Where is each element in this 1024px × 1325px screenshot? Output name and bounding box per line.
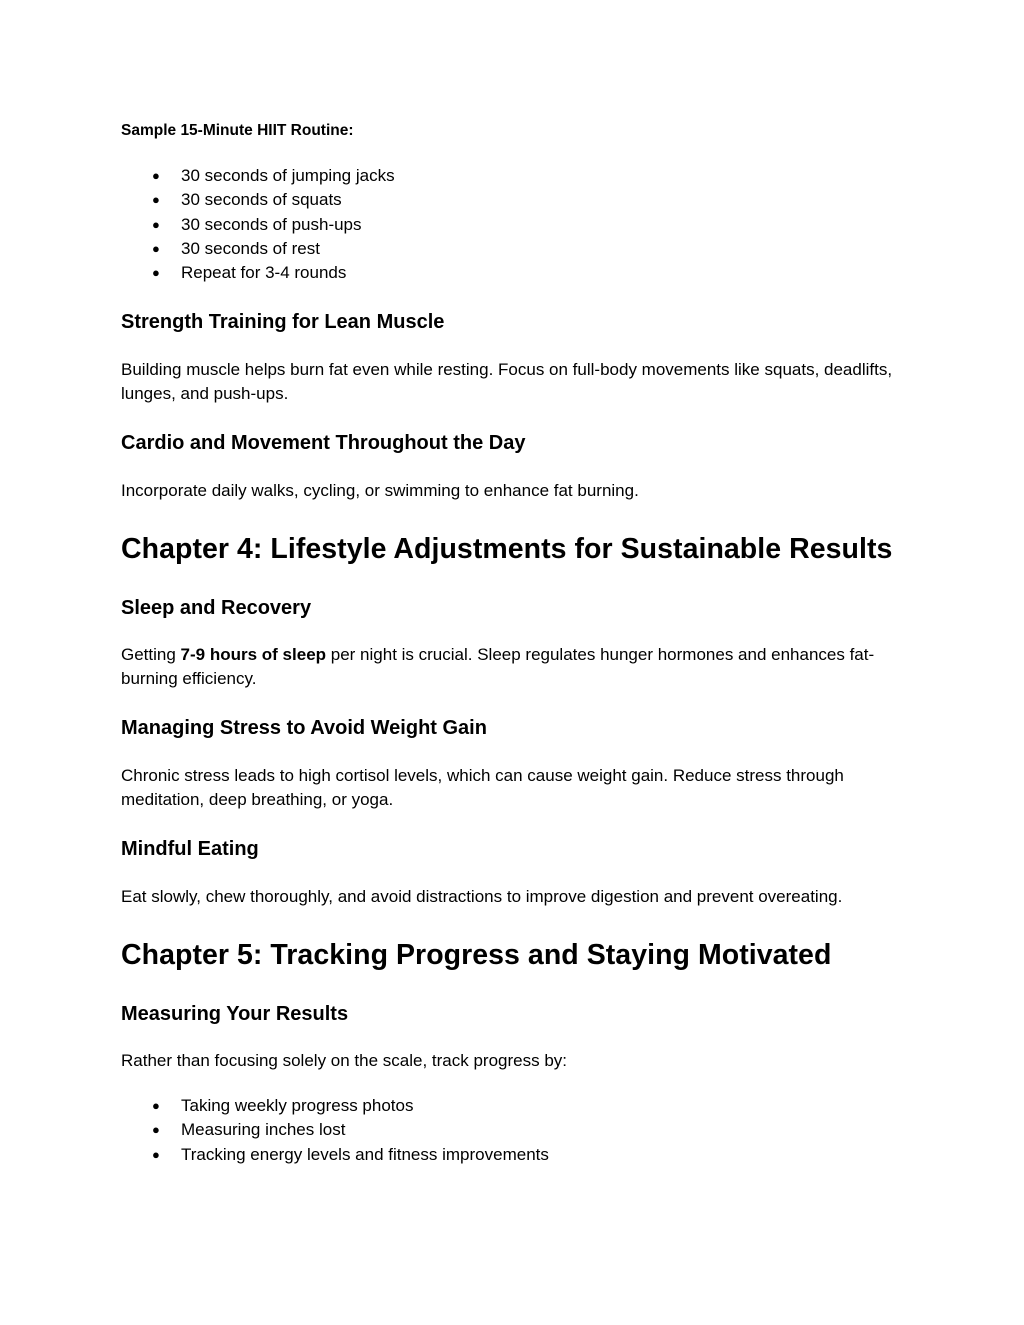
bullet-icon: ● <box>152 216 160 232</box>
chapter4-title: Chapter 4: Lifestyle Adjustments for Sustainable Results <box>121 533 893 565</box>
stress-heading: Managing Stress to Avoid Weight Gain <box>121 717 487 739</box>
hiit-routine-label: Sample 15-Minute HIIT Routine: <box>121 122 354 139</box>
list-item: ● Measuring inches lost <box>121 1118 549 1142</box>
strength-body: Building muscle helps burn fat even while resting. Focus on full-body movements like squats, deadlifts, lunges, and push-ups. <box>121 360 893 404</box>
measuring-heading: Measuring Your Results <box>121 1003 349 1025</box>
bullet-icon: ● <box>152 1146 160 1162</box>
stress-body: Chronic stress leads to high cortisol levels, which can cause weight gain. Reduce stress through meditation, deep breathing, or yoga. <box>121 766 844 810</box>
bullet-icon: ● <box>152 1098 160 1113</box>
list-item: ● Repeat for 3-4 rounds <box>121 261 395 285</box>
cardio-heading: Cardio and Movement Throughout the Day <box>121 432 526 454</box>
measuring-intro: Rather than focusing solely on the scale, track progress by: <box>121 1051 568 1070</box>
bullet-icon: ● <box>152 168 160 183</box>
list-item: ● Taking weekly progress photos <box>121 1094 549 1118</box>
list-item: ● 30 seconds of squats <box>121 188 395 212</box>
mindful-eating-heading: Mindful Eating <box>121 838 259 860</box>
sleep-heading: Sleep and Recovery <box>121 597 312 619</box>
chapter5-title: Chapter 5: Tracking Progress and Staying Motivated <box>121 939 832 971</box>
bullet-icon: ● <box>152 192 160 208</box>
mindful-eating-body: Eat slowly, chew thoroughly, and avoid distractions to improve digestion and prevent overeating. <box>121 887 843 906</box>
list-item: ● 30 seconds of push-ups <box>121 213 395 237</box>
bullet-icon: ● <box>152 265 160 281</box>
strength-heading: Strength Training for Lean Muscle <box>121 311 445 333</box>
hiit-routine-list <box>121 164 395 285</box>
list-item: ● 30 seconds of jumping jacks <box>121 164 395 188</box>
measuring-list <box>121 1094 549 1167</box>
list-item: ● Tracking energy levels and fitness improvements <box>121 1143 549 1167</box>
sleep-body: Getting 7-9 hours of sleep per night is crucial. Sleep regulates hunger hormones and enhances fat-burning efficiency. <box>121 645 875 689</box>
list-item: ● 30 seconds of rest <box>121 237 395 261</box>
sleep-hours-emphasis: 7-9 hours of sleep <box>180 645 327 664</box>
bullet-icon: ● <box>152 240 160 256</box>
cardio-body: Incorporate daily walks, cycling, or swimming to enhance fat burning. <box>121 481 639 500</box>
bullet-icon: ● <box>152 1122 160 1138</box>
